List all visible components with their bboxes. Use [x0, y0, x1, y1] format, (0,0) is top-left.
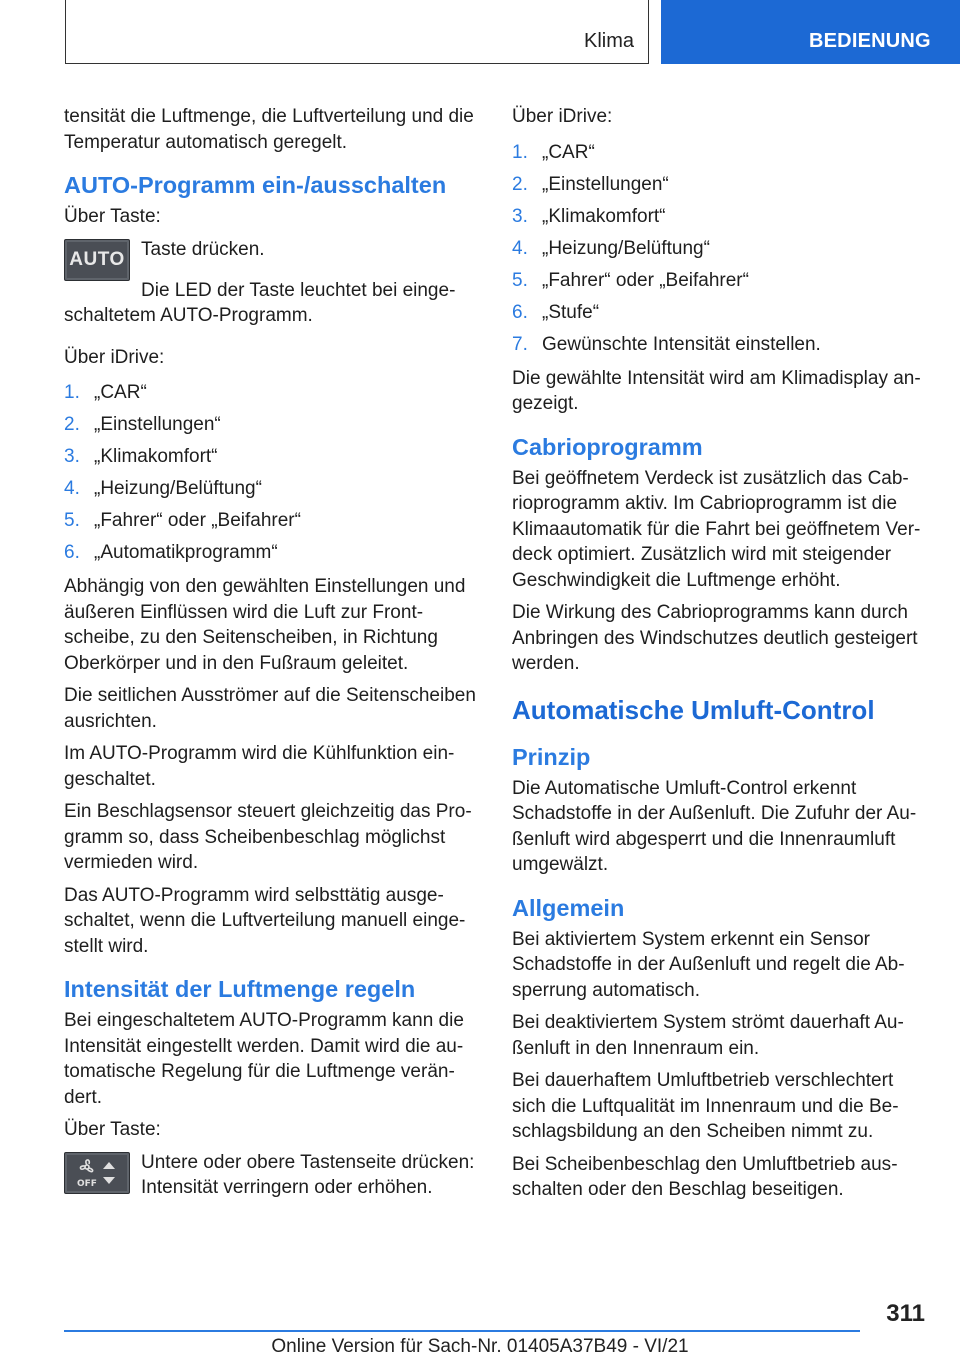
auto-press-text: Taste drücken.	[141, 238, 265, 260]
ueber-taste-label: Über Taste:	[64, 1119, 161, 1140]
heading-intensity: Intensität der Luftmenge regeln	[64, 976, 416, 1002]
list-item: 4. „Heizung/Belüftung“	[64, 478, 262, 499]
footer-divider	[64, 1330, 860, 1332]
page-number: 311	[886, 1300, 925, 1327]
heading-umluft-control: Automatische Umluft-Control	[512, 694, 875, 725]
header-chapter-title: BEDIENUNG	[809, 30, 931, 52]
paragraph: Bei geöffnetem Verdeck ist zusätzlich das Cabrioprogramm aktiv. Im Cabrioprogramm ist die Klimaautomatik für die Fahrt bei geöffnetem Verdeck optimiert. Zusätzlich wird mit steigender Geschwindigkeit die Luftmenge erhöht.	[512, 467, 921, 591]
list-item: 1. „CAR“	[64, 382, 147, 403]
arrow-down-icon	[103, 1177, 115, 1184]
fan-icon	[80, 1159, 92, 1171]
ueber-idrive-label: Über iDrive:	[64, 346, 165, 368]
list-item: 3. „Klimakomfort“	[64, 446, 218, 467]
paragraph: Die seitlichen Ausströmer auf die Seitenscheiben ausrichten.	[64, 685, 476, 732]
header-section-box	[65, 0, 649, 64]
paragraph: Bei eingeschaltetem AUTO-Programm kann die Intensität eingestellt werden. Damit wird die automatische Regelung für die Luftmenge verändert.	[64, 1010, 464, 1108]
paragraph: Bei aktiviertem System erkennt ein Sensor Schadstoffe in der Außenluft und regelt die Absperrung automatisch.	[512, 928, 905, 1001]
list-item: 2. „Einstellungen“	[64, 414, 221, 435]
paragraph: Die Automatische Umluft-Control erkennt Schadstoffe in der Außenluft. Die Zufuhr der Außenluft wird abgesperrt und die Innenraumluft umgewälzt.	[512, 777, 917, 875]
right-column	[512, 104, 928, 1210]
auto-key-icon	[64, 239, 130, 281]
heading-cabrio: Cabrioprogramm	[512, 433, 703, 460]
fan-button-instruction	[64, 1150, 476, 1201]
header-section-title: Klima	[583, 30, 634, 52]
paragraph: Die Wirkung des Cabrioprogramms kann durch Anbringen des Windschutzes deutlich gesteigert werden.	[512, 602, 918, 674]
right-idrive-steps	[512, 137, 928, 361]
list-item: 5. „Fahrer“ oder „Beifahrer“	[64, 510, 301, 531]
list-item: 6. „Stufe“	[512, 301, 600, 323]
paragraph: Im AUTO-Programm wird die Kühlfunktion eingeschaltet.	[64, 743, 455, 790]
paragraph: Bei deaktiviertem System strömt dauerhaft Außenluft in den Innenraum ein.	[512, 1012, 904, 1059]
list-item: 3. „Klimakomfort“	[512, 205, 666, 227]
paragraph: Das AUTO-Programm wird selbsttätig ausgeschaltet, wenn die Luftverteilung manuell eingestellt wird.	[64, 884, 466, 957]
fan-off-label: OFF	[77, 1178, 97, 1189]
paragraph: Die gewählte Intensität wird am Klimadisplay angezeigt.	[512, 367, 921, 414]
paragraph: Bei dauerhaftem Umluftbetrieb verschlechtert sich die Luftqualität im Innenraum und die Beschlagsbildung an den Scheiben nimmt zu.	[512, 1070, 899, 1142]
heading-allgemein: Allgemein	[512, 894, 625, 921]
left-idrive-steps	[64, 377, 476, 569]
auto-button-instruction	[64, 237, 476, 281]
paragraph: Abhängig von den gewählten Einstellungen und äußeren Einflüssen wird die Luft zur Frontscheibe, zu den Seitenscheiben, in Richtung Oberkörper und in den Fußraum geleitet.	[64, 576, 466, 674]
fan-key-icon	[64, 1152, 130, 1194]
auto-key-label: AUTO	[69, 248, 125, 270]
intro-paragraph: tensität die Luftmenge, die Luftverteilung und die Temperatur automatisch geregelt.	[64, 106, 474, 153]
paragraph: Bei Scheibenbeschlag den Umluftbetrieb ausschalten oder den Beschlag beseitigen.	[512, 1153, 898, 1200]
header-chapter-tab	[661, 0, 960, 64]
list-item: 4. „Heizung/Belüftung“	[512, 237, 710, 259]
auto-led-text: Die LED der Taste leuchtet bei eingeschaltetem AUTO-Programm.	[64, 279, 456, 326]
list-item: 5. „Fahrer“ oder „Beifahrer“	[512, 269, 749, 291]
paragraph: Ein Beschlagsensor steuert gleichzeitig das Programm so, dass Scheibenbeschlag möglichst vermieden wird.	[64, 801, 472, 873]
left-column	[64, 104, 476, 1207]
list-item: 7. Gewünschte Intensität einstellen.	[512, 333, 821, 355]
fan-instruction-text: Untere oder obere Tastenseite drücken: Intensität verringern oder erhöhen.	[141, 1151, 475, 1198]
ueber-idrive-label: Über iDrive:	[512, 106, 613, 127]
heading-auto-program: AUTO-Programm ein-/ausschalten	[64, 172, 447, 198]
ueber-taste-label: Über Taste:	[64, 206, 161, 227]
list-item: 2. „Einstellungen“	[512, 173, 669, 195]
footer-text: Online Version für Sach-Nr. 01405A37B49 - VI/21	[271, 1336, 689, 1357]
list-item: 6. „Automatikprogramm“	[64, 542, 278, 563]
arrow-up-icon	[103, 1162, 115, 1169]
list-item: 1. „CAR“	[512, 141, 595, 163]
heading-prinzip: Prinzip	[512, 743, 591, 770]
